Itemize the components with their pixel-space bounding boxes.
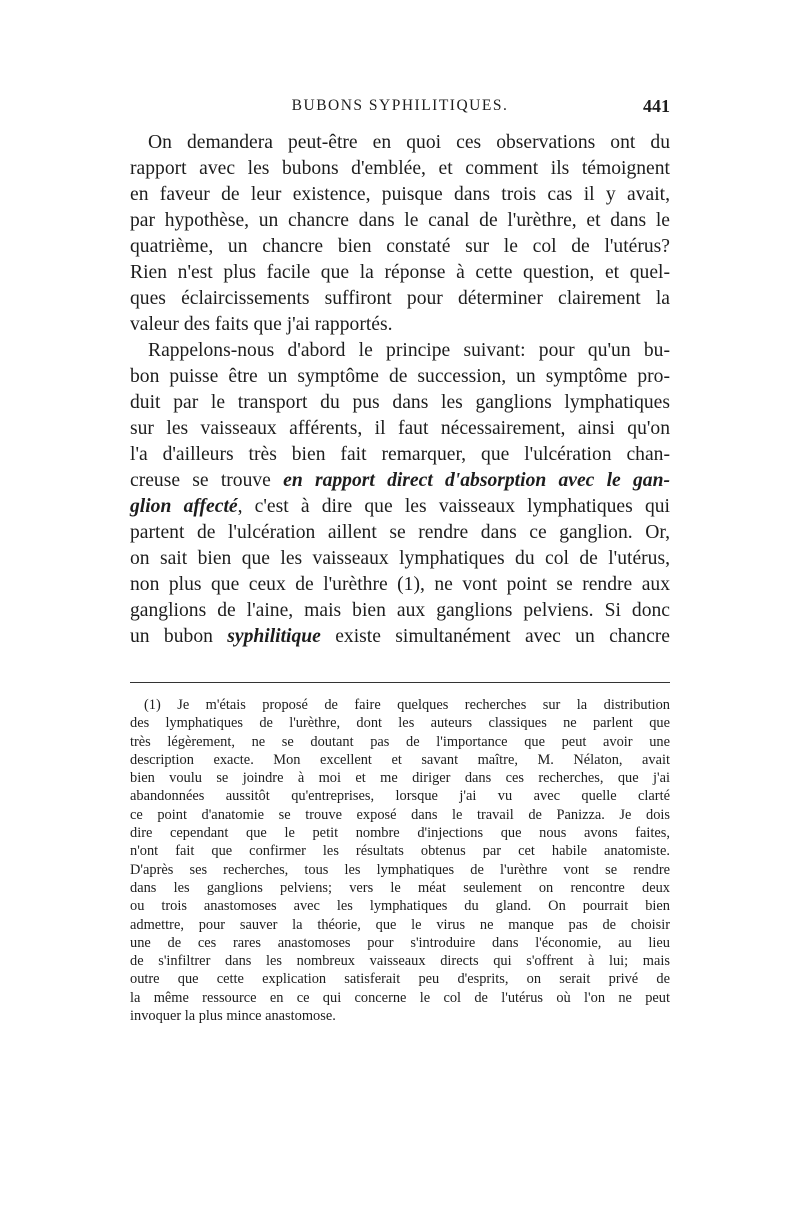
- footnote-line: admettre, pour sauver la théorie, que le virus ne manque pas de choisir: [130, 916, 670, 933]
- text-line: duit par le transport du pus dans les ganglions lymphatiques: [130, 392, 670, 413]
- footnote-line: bien voulu se joindre à moi et me diriger dans ces recherches, que j'ai: [130, 770, 670, 787]
- text-line: Rien n'est plus facile que la réponse à cette question, et quel-: [130, 262, 670, 283]
- text-line: ganglions de l'aine, mais bien aux ganglions pelviens. Si donc: [130, 600, 670, 621]
- italic-word: syphilitique: [227, 626, 321, 647]
- text-run: creuse se trouve: [130, 470, 284, 491]
- footnote-line: dire cependant que le petit nombre d'injections que nous avons faites,: [130, 825, 670, 842]
- footnote-line: ou trois anastomoses avec les lymphatiques du gland. On pourrait bien: [130, 898, 670, 915]
- running-head: [130, 93, 670, 119]
- text-line: partent de l'ulcération aillent se rendre dans ce ganglion. Or,: [130, 522, 670, 543]
- text-run: , c'est à dire que les vaisseaux lymphatiques qui: [237, 496, 670, 517]
- footnote-line: (1) Je m'étais proposé de faire quelques recherches sur la distribution: [144, 697, 670, 713]
- footnote-line: description exacte. Mon excellent et savant maître, M. Nélaton, avait: [130, 751, 670, 768]
- text-line: On demandera peut-être en quoi ces observations ont du: [148, 132, 670, 153]
- text-line: valeur des faits que j'ai rapportés.: [130, 314, 393, 335]
- footnote-line: abandonnées aussitôt qu'entreprises, lorsque j'ai vu avec quelle clarté: [130, 788, 670, 805]
- text-line: quatrième, un chancre bien constaté sur le col de l'utérus?: [130, 236, 670, 257]
- text-line: l'a d'ailleurs très bien fait remarquer, que l'ulcération chan-: [130, 444, 670, 465]
- footnote-line: une de ces rares anastomoses pour s'introduire dans l'économie, au lieu: [130, 934, 670, 951]
- text-line: Rappelons-nous d'abord le principe suivant: pour qu'un bu-: [148, 340, 670, 361]
- running-title: BUBONS SYPHILITIQUES.: [291, 97, 509, 114]
- italic-phrase: en rapport direct d'absorption avec le gan-: [283, 470, 670, 491]
- text-line: sur les vaisseaux afférents, il faut nécessairement, ainsi qu'on: [130, 418, 670, 439]
- footnote-line: la même ressource en ce qui concerne le col de l'utérus où l'on ne peut: [130, 989, 670, 1006]
- footnote-line: de s'infiltrer dans les nombreux vaisseaux directs qui s'offrent à lui; mais: [130, 953, 670, 970]
- text-line: [130, 624, 670, 650]
- footnote-line: des lymphatiques de l'urèthre, dont les auteurs classiques ne parlent que: [130, 715, 670, 732]
- footnote-divider: [130, 682, 670, 683]
- text-line: ques éclaircissements suffiront pour déterminer clairement la: [130, 288, 670, 309]
- text-line: on sait bien que les vaisseaux lymphatiques du col de l'utérus,: [130, 548, 670, 569]
- text-line: [130, 468, 670, 494]
- text-run: existe simultanément avec un chancre: [320, 626, 670, 647]
- text-line: en faveur de leur existence, puisque dans trois cas il y avait,: [130, 184, 670, 205]
- text-run: un bubon: [130, 626, 228, 647]
- text-line: non plus que ceux de l'urèthre (1), ne vont point se rendre aux: [130, 574, 670, 595]
- text-line: rapport avec les bubons d'emblée, et comment ils témoignent: [130, 158, 670, 179]
- text-line: bon puisse être un symptôme de succession, un symptôme pro-: [130, 366, 670, 387]
- page-number: 441: [643, 96, 670, 116]
- footnote: [130, 696, 670, 1025]
- footnote-line: dans les ganglions pelviens; vers le méat seulement on rencontre deux: [130, 879, 670, 896]
- text-line: par hypothèse, un chancre dans le canal de l'urèthre, et dans le: [130, 210, 670, 231]
- footnote-line: invoquer la plus mince anastomose.: [130, 1008, 336, 1025]
- italic-phrase: glion affecté: [130, 496, 238, 517]
- footnote-line: ce point d'anatomie se trouve exposé dans le travail de Panizza. Je dois: [130, 806, 670, 823]
- footnote-line: très légèrement, ne se doutant pas de l'importance que peut avoir une: [130, 733, 670, 750]
- text-line: [130, 494, 670, 520]
- footnote-line: outre que cette explication satisferait peu d'esprits, on serait privé de: [130, 971, 670, 988]
- main-text: [130, 130, 670, 650]
- footnote-line: D'après ses recherches, tous les lymphatiques de l'urèthre vont se rendre: [130, 861, 670, 878]
- footnote-line: n'ont fait que confirmer les résultats obtenus par cet habile anatomiste.: [130, 843, 670, 860]
